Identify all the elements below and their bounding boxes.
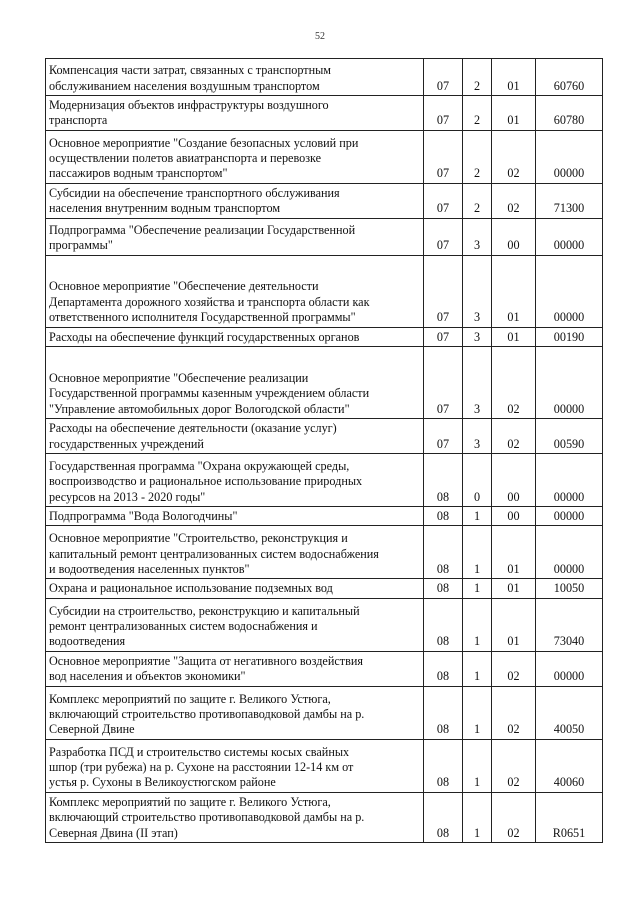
code-section: 08 [424, 507, 463, 526]
code-direction: 60760 [536, 59, 603, 96]
code-direction: 00000 [536, 347, 603, 419]
code-main-activity: 02 [492, 686, 536, 739]
code-subsection: 3 [463, 255, 492, 327]
code-main-activity: 00 [492, 507, 536, 526]
code-direction: 73040 [536, 598, 603, 651]
code-section: 07 [424, 183, 463, 218]
row-description: Основное мероприятие "Обеспечение деятельности Департамента дорожного хозяйства и транспорта области как ответственного исполнителя Государственной программы" [46, 255, 424, 327]
table-row [46, 651, 603, 686]
row-description: Комплекс мероприятий по защите г. Великого Устюга, включающий строительство противопаводковой дамбы на р. Северная Двина (II этап) [46, 792, 424, 842]
table-row [46, 792, 603, 842]
code-subsection: 3 [463, 327, 492, 346]
code-section: 07 [424, 218, 463, 255]
code-direction: 10050 [536, 579, 603, 598]
code-section: 08 [424, 579, 463, 598]
code-subsection: 1 [463, 686, 492, 739]
table-row [46, 419, 603, 454]
code-subsection: 1 [463, 598, 492, 651]
code-subsection: 2 [463, 59, 492, 96]
table-row [46, 454, 603, 507]
row-description: Расходы на обеспечение деятельности (оказание услуг) государственных учреждений [46, 419, 424, 454]
page-number: 52 [315, 31, 325, 42]
row-description: Основное мероприятие "Защита от негативного воздействия вод населения и объектов экономики" [46, 651, 424, 686]
row-description: Подпрограмма "Обеспечение реализации Государственной программы" [46, 218, 424, 255]
code-main-activity: 01 [492, 59, 536, 96]
code-section: 07 [424, 96, 463, 131]
code-subsection: 3 [463, 218, 492, 255]
row-description: Расходы на обеспечение функций государственных органов [46, 327, 424, 346]
row-description: Комплекс мероприятий по защите г. Великого Устюга, включающий строительство противопаводковой дамбы на р. Северной Двине [46, 686, 424, 739]
code-main-activity: 00 [492, 454, 536, 507]
code-main-activity: 02 [492, 419, 536, 454]
code-main-activity: 02 [492, 739, 536, 792]
table-body [46, 59, 603, 843]
budget-classification-table [45, 58, 603, 843]
code-direction: 00190 [536, 327, 603, 346]
code-section: 07 [424, 130, 463, 183]
code-section: 07 [424, 59, 463, 96]
table-row [46, 739, 603, 792]
code-subsection: 1 [463, 792, 492, 842]
row-description: Субсидии на строительство, реконструкцию и капитальный ремонт централизованных систем водоснабжения и водоотведения [46, 598, 424, 651]
code-main-activity: 01 [492, 327, 536, 346]
code-main-activity: 02 [492, 130, 536, 183]
code-main-activity: 02 [492, 651, 536, 686]
code-direction: 00000 [536, 526, 603, 579]
code-direction: 71300 [536, 183, 603, 218]
code-subsection: 1 [463, 651, 492, 686]
row-description: Основное мероприятие "Создание безопасных условий при осуществлении полетов авиатранспорта и перевозке пассажиров водным транспортом" [46, 130, 424, 183]
code-main-activity: 02 [492, 183, 536, 218]
code-main-activity: 01 [492, 598, 536, 651]
row-description: Подпрограмма "Вода Вологодчины" [46, 507, 424, 526]
code-main-activity: 01 [492, 255, 536, 327]
table-row [46, 327, 603, 346]
code-section: 07 [424, 347, 463, 419]
code-subsection: 1 [463, 579, 492, 598]
code-section: 07 [424, 327, 463, 346]
code-subsection: 2 [463, 183, 492, 218]
code-section: 08 [424, 739, 463, 792]
table-row [46, 183, 603, 218]
code-subsection: 2 [463, 130, 492, 183]
table-row [46, 686, 603, 739]
table-row [46, 598, 603, 651]
code-direction: 60780 [536, 96, 603, 131]
code-main-activity: 01 [492, 579, 536, 598]
table-row [46, 579, 603, 598]
code-section: 07 [424, 419, 463, 454]
code-direction: 00000 [536, 454, 603, 507]
code-subsection: 1 [463, 526, 492, 579]
table-row [46, 218, 603, 255]
row-description: Охрана и рациональное использование подземных вод [46, 579, 424, 598]
code-section: 08 [424, 454, 463, 507]
row-description: Модернизация объектов инфраструктуры воздушного транспорта [46, 96, 424, 131]
code-direction: 40060 [536, 739, 603, 792]
code-direction: 00000 [536, 651, 603, 686]
row-description: Основное мероприятие "Строительство, реконструкция и капитальный ремонт централизованных систем водоснабжения и водоотведения населенных пунктов" [46, 526, 424, 579]
row-description: Основное мероприятие "Обеспечение реализации Государственной программы казенным учреждением области "Управление автомобильных дорог Вологодской области" [46, 347, 424, 419]
code-direction: 40050 [536, 686, 603, 739]
code-subsection: 1 [463, 507, 492, 526]
table-row [46, 130, 603, 183]
code-subsection: 1 [463, 739, 492, 792]
code-main-activity: 01 [492, 96, 536, 131]
row-description: Государственная программа "Охрана окружающей среды, воспроизводство и рациональное использование природных ресурсов на 2013 - 2020 годы" [46, 454, 424, 507]
table-row [46, 59, 603, 96]
code-direction: 00590 [536, 419, 603, 454]
row-description: Компенсация части затрат, связанных с транспортным обслуживанием населения воздушным транспортом [46, 59, 424, 96]
table-row [46, 96, 603, 131]
code-subsection: 2 [463, 96, 492, 131]
code-section: 08 [424, 792, 463, 842]
code-section: 07 [424, 255, 463, 327]
code-direction: 00000 [536, 507, 603, 526]
code-direction: 00000 [536, 130, 603, 183]
code-direction: 00000 [536, 255, 603, 327]
code-section: 08 [424, 526, 463, 579]
table-row [46, 347, 603, 419]
code-subsection: 0 [463, 454, 492, 507]
table-row [46, 526, 603, 579]
code-main-activity: 02 [492, 347, 536, 419]
code-direction: 00000 [536, 218, 603, 255]
code-section: 08 [424, 651, 463, 686]
code-section: 08 [424, 598, 463, 651]
code-section: 08 [424, 686, 463, 739]
code-main-activity: 00 [492, 218, 536, 255]
row-description: Субсидии на обеспечение транспортного обслуживания населения внутренним водным транспортом [46, 183, 424, 218]
code-subsection: 3 [463, 347, 492, 419]
code-main-activity: 01 [492, 526, 536, 579]
code-subsection: 3 [463, 419, 492, 454]
table-row [46, 507, 603, 526]
row-description: Разработка ПСД и строительство системы косых свайных шпор (три рубежа) на р. Сухоне на расстоянии 12-14 км от устья р. Сухоны в Великоустюгском районе [46, 739, 424, 792]
code-direction: R0651 [536, 792, 603, 842]
code-main-activity: 02 [492, 792, 536, 842]
table-row [46, 255, 603, 327]
